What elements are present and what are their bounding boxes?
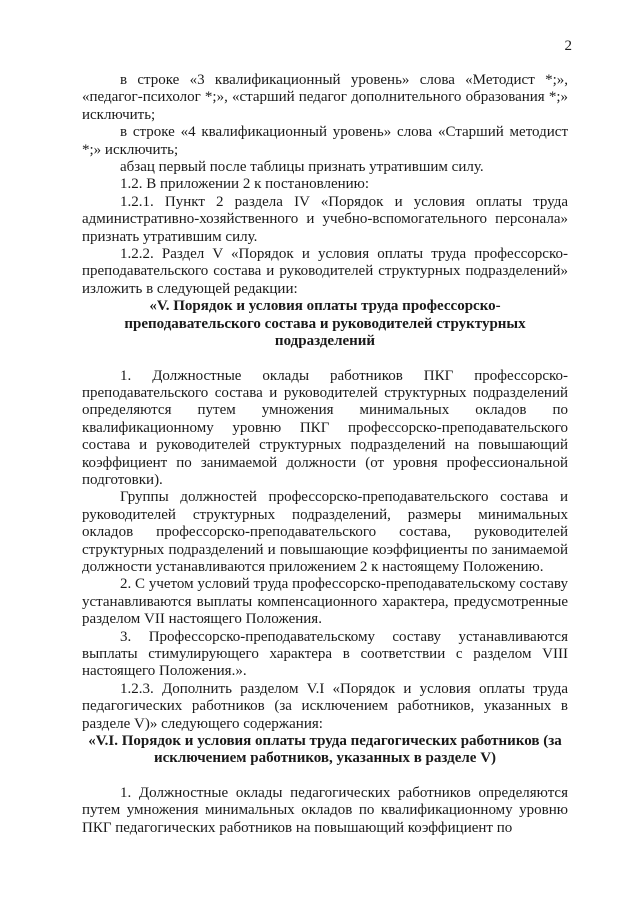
paragraph: в строке «4 квалификационный уровень» слова «Старший методист *;» исключить; <box>82 124 568 158</box>
paragraph: 1.2.2. Раздел V «Порядок и условия оплаты труда профессорско-преподавательского состава и руководителей структурных подразделений» изложить в следующей редакции: <box>82 246 568 297</box>
spacer <box>82 351 568 368</box>
paragraph: 3. Профессорско-преподавательскому составу устанавливаются выплаты стимулирующего характера в соответствии с разделом VIII настоящего Положения.». <box>82 628 568 680</box>
paragraph: в строке «3 квалификационный уровень» слова «Методист *;», «педагог-психолог *;», «старший педагог дополнительного образования *;» исключить; <box>82 72 568 123</box>
section-v-heading: «V. Порядок и условия оплаты труда профессорско-преподавательского состава и руководителей структурных подразделений <box>124 298 526 350</box>
paragraph: 1. Должностные оклады педагогических работников определяются путем умножения минимальных окладов по квалификационному уровню ПКГ педагогических работников на повышающий коэффициент по <box>82 784 568 836</box>
paragraph: абзац первый после таблицы признать утратившим силу. <box>120 159 484 176</box>
section-vi-heading: «V.I. Порядок и условия оплаты труда педагогических работников (за исключением работников, указанных в разделе V) <box>88 733 562 767</box>
paragraph: Группы должностей профессорско-преподавательского состава и руководителей структурных подразделений, размеры минимальных окладов профессорско-преподавательского состава, руководителей структурных подразделений и повышающие коэффициенты по занимаемой должности устанавливаются приложением 2 к настоящему Положению. <box>82 489 568 575</box>
paragraph: 1. Должностные оклады работников ПКГ профессорско-преподавательского состава и руководителей структурных подразделений определяются путем умножения минимальных окладов по квалификационному уровню ПКГ профессорско-преподавательского состава и руководителей структурных подразделений на повышающий коэффициент по занимаемой должности (от уровня профессиональной подготовки). <box>82 367 568 488</box>
spacer <box>82 768 568 785</box>
page-number: 2 <box>564 38 572 54</box>
paragraph: 1.2.3. Дополнить разделом V.I «Порядок и условия оплаты труда педагогических работников (за исключением работников, указанных в разделе V)» следующего содержания: <box>82 680 568 732</box>
document-body <box>82 72 568 837</box>
paragraph: 1.2. В приложении 2 к постановлению: <box>120 176 370 193</box>
paragraph: 1.2.1. Пункт 2 раздела IV «Порядок и условия оплаты труда административно-хозяйственного и учебно-вспомогательного персонала» признать утратившим силу. <box>82 193 568 245</box>
paragraph: 2. С учетом условий труда профессорско-преподавательскому составу устанавливаются выплаты компенсационного характера, предусмотренные разделом VII настоящего Положения. <box>82 576 568 628</box>
